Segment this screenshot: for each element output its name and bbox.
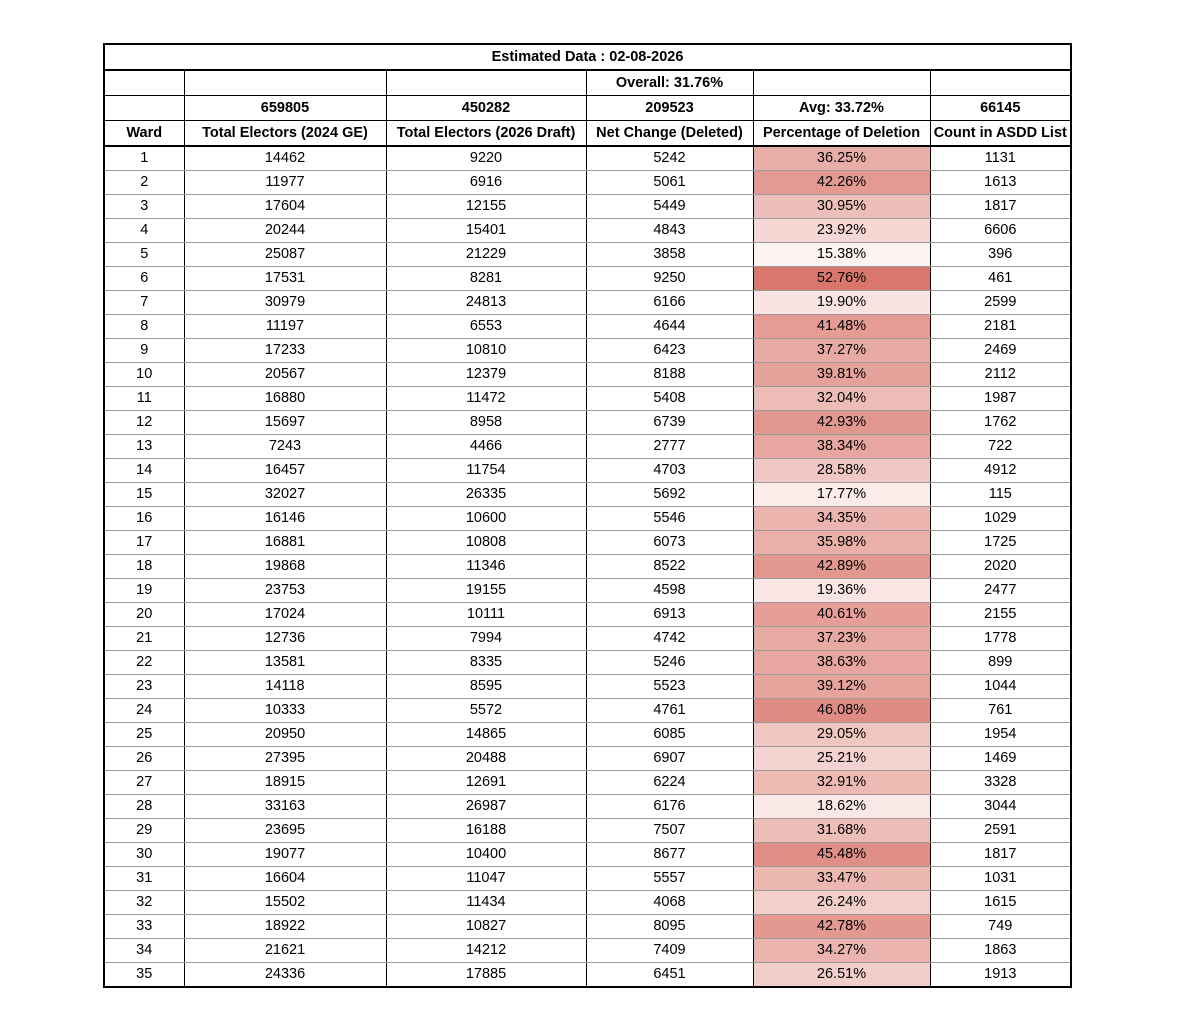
deleted-cell: 6073 [586,531,753,555]
asdd-cell: 2181 [930,315,1071,339]
draft2026-cell: 7994 [386,627,586,651]
ward-cell: 35 [104,963,184,988]
ge2024-cell: 16604 [184,867,386,891]
overall-percentage: Overall: 31.76% [586,70,753,96]
table-row [104,435,1071,459]
percentage-cell: 34.27% [753,939,930,963]
ward-cell: 24 [104,699,184,723]
ward-cell: 27 [104,771,184,795]
asdd-cell: 2477 [930,579,1071,603]
deleted-cell: 6423 [586,339,753,363]
table-row [104,291,1071,315]
asdd-cell: 461 [930,267,1071,291]
header-ge2024: Total Electors (2024 GE) [184,121,386,147]
deleted-cell: 4703 [586,459,753,483]
blank-cell [104,96,184,121]
ward-cell: 11 [104,387,184,411]
asdd-cell: 722 [930,435,1071,459]
ward-cell: 30 [104,843,184,867]
asdd-cell: 115 [930,483,1071,507]
header-draft2026: Total Electors (2026 Draft) [386,121,586,147]
blank-cell [930,70,1071,96]
ge2024-cell: 14462 [184,146,386,171]
table-row [104,243,1071,267]
ge2024-cell: 16146 [184,507,386,531]
table-row [104,891,1071,915]
draft2026-cell: 8335 [386,651,586,675]
ge2024-cell: 13581 [184,651,386,675]
deleted-cell: 6913 [586,603,753,627]
draft2026-cell: 11346 [386,555,586,579]
asdd-cell: 1987 [930,387,1071,411]
ge2024-cell: 25087 [184,243,386,267]
draft2026-cell: 6916 [386,171,586,195]
asdd-cell: 1031 [930,867,1071,891]
ward-cell: 22 [104,651,184,675]
percentage-cell: 26.24% [753,891,930,915]
ge2024-cell: 10333 [184,699,386,723]
percentage-cell: 42.89% [753,555,930,579]
percentage-cell: 39.81% [753,363,930,387]
ward-cell: 32 [104,891,184,915]
draft2026-cell: 24813 [386,291,586,315]
ge2024-cell: 14118 [184,675,386,699]
ge2024-cell: 16881 [184,531,386,555]
ward-cell: 10 [104,363,184,387]
percentage-cell: 38.63% [753,651,930,675]
ward-cell: 33 [104,915,184,939]
table-row [104,603,1071,627]
deleted-cell: 8095 [586,915,753,939]
table-row [104,459,1071,483]
asdd-cell: 1029 [930,507,1071,531]
ward-cell: 3 [104,195,184,219]
asdd-cell: 1615 [930,891,1071,915]
ward-cell: 8 [104,315,184,339]
table-row [104,339,1071,363]
spreadsheet-sheet [103,43,1070,988]
total-deleted: 209523 [586,96,753,121]
ge2024-cell: 17531 [184,267,386,291]
ge2024-cell: 24336 [184,963,386,988]
percentage-cell: 52.76% [753,267,930,291]
ward-cell: 28 [104,795,184,819]
draft2026-cell: 12691 [386,771,586,795]
ward-cell: 14 [104,459,184,483]
deleted-cell: 7507 [586,819,753,843]
table-row [104,699,1071,723]
table-title: Estimated Data : 02-08-2026 [104,44,1071,70]
deleted-cell: 4644 [586,315,753,339]
table-row [104,867,1071,891]
percentage-cell: 29.05% [753,723,930,747]
ward-cell: 21 [104,627,184,651]
deleted-cell: 5408 [586,387,753,411]
asdd-cell: 1913 [930,963,1071,988]
ge2024-cell: 17233 [184,339,386,363]
table-row [104,267,1071,291]
percentage-cell: 28.58% [753,459,930,483]
percentage-cell: 37.23% [753,627,930,651]
draft2026-cell: 5572 [386,699,586,723]
ward-deletion-table [103,43,1072,988]
asdd-cell: 1778 [930,627,1071,651]
table-row [104,651,1071,675]
ge2024-cell: 19077 [184,843,386,867]
table-row [104,219,1071,243]
percentage-cell: 34.35% [753,507,930,531]
draft2026-cell: 4466 [386,435,586,459]
deleted-cell: 6085 [586,723,753,747]
table-row [104,531,1071,555]
deleted-cell: 5557 [586,867,753,891]
ward-cell: 5 [104,243,184,267]
draft2026-cell: 14865 [386,723,586,747]
draft2026-cell: 8281 [386,267,586,291]
draft2026-cell: 9220 [386,146,586,171]
asdd-cell: 899 [930,651,1071,675]
table-row [104,747,1071,771]
draft2026-cell: 11472 [386,387,586,411]
ward-cell: 16 [104,507,184,531]
ge2024-cell: 11977 [184,171,386,195]
deleted-cell: 3858 [586,243,753,267]
percentage-cell: 23.92% [753,219,930,243]
draft2026-cell: 26987 [386,795,586,819]
table-row [104,819,1071,843]
deleted-cell: 5692 [586,483,753,507]
draft2026-cell: 10810 [386,339,586,363]
draft2026-cell: 10808 [386,531,586,555]
average-percentage: Avg: 33.72% [753,96,930,121]
draft2026-cell: 8595 [386,675,586,699]
ge2024-cell: 23695 [184,819,386,843]
deleted-cell: 5242 [586,146,753,171]
asdd-cell: 1044 [930,675,1071,699]
percentage-cell: 18.62% [753,795,930,819]
table-row [104,171,1071,195]
ge2024-cell: 15502 [184,891,386,915]
table-row [104,627,1071,651]
ge2024-cell: 16457 [184,459,386,483]
ge2024-cell: 12736 [184,627,386,651]
ward-cell: 4 [104,219,184,243]
ge2024-cell: 18922 [184,915,386,939]
asdd-cell: 749 [930,915,1071,939]
deleted-cell: 9250 [586,267,753,291]
draft2026-cell: 10827 [386,915,586,939]
ward-cell: 7 [104,291,184,315]
table-row [104,363,1071,387]
asdd-cell: 1725 [930,531,1071,555]
ward-cell: 12 [104,411,184,435]
ward-cell: 6 [104,267,184,291]
draft2026-cell: 11434 [386,891,586,915]
header-percentage: Percentage of Deletion [753,121,930,147]
ge2024-cell: 32027 [184,483,386,507]
asdd-cell: 3328 [930,771,1071,795]
asdd-cell: 2599 [930,291,1071,315]
draft2026-cell: 20488 [386,747,586,771]
asdd-cell: 2591 [930,819,1071,843]
ge2024-cell: 27395 [184,747,386,771]
header-deleted: Net Change (Deleted) [586,121,753,147]
draft2026-cell: 16188 [386,819,586,843]
deleted-cell: 6166 [586,291,753,315]
percentage-cell: 17.77% [753,483,930,507]
asdd-cell: 1954 [930,723,1071,747]
table-row [104,675,1071,699]
draft2026-cell: 8958 [386,411,586,435]
table-row [104,146,1071,171]
table-row [104,315,1071,339]
table-row [104,483,1071,507]
blank-cell [753,70,930,96]
draft2026-cell: 10600 [386,507,586,531]
table-row [104,723,1071,747]
blank-cell [104,70,184,96]
percentage-cell: 25.21% [753,747,930,771]
asdd-cell: 1863 [930,939,1071,963]
asdd-cell: 4912 [930,459,1071,483]
table-row [104,843,1071,867]
draft2026-cell: 12379 [386,363,586,387]
percentage-cell: 42.93% [753,411,930,435]
table-row [104,939,1071,963]
table-row [104,411,1071,435]
ward-cell: 9 [104,339,184,363]
deleted-cell: 6224 [586,771,753,795]
ge2024-cell: 20244 [184,219,386,243]
ge2024-cell: 16880 [184,387,386,411]
draft2026-cell: 19155 [386,579,586,603]
ward-cell: 1 [104,146,184,171]
deleted-cell: 8677 [586,843,753,867]
asdd-cell: 2469 [930,339,1071,363]
percentage-cell: 38.34% [753,435,930,459]
asdd-cell: 1469 [930,747,1071,771]
ward-cell: 25 [104,723,184,747]
percentage-cell: 46.08% [753,699,930,723]
draft2026-cell: 10400 [386,843,586,867]
ge2024-cell: 30979 [184,291,386,315]
asdd-cell: 1613 [930,171,1071,195]
ge2024-cell: 15697 [184,411,386,435]
ge2024-cell: 20567 [184,363,386,387]
percentage-cell: 19.90% [753,291,930,315]
table-row [104,555,1071,579]
ward-cell: 15 [104,483,184,507]
ward-cell: 19 [104,579,184,603]
percentage-cell: 45.48% [753,843,930,867]
ward-cell: 17 [104,531,184,555]
ge2024-cell: 23753 [184,579,386,603]
percentage-cell: 41.48% [753,315,930,339]
percentage-cell: 30.95% [753,195,930,219]
ge2024-cell: 7243 [184,435,386,459]
deleted-cell: 5523 [586,675,753,699]
ward-cell: 26 [104,747,184,771]
deleted-cell: 4742 [586,627,753,651]
table-row [104,387,1071,411]
percentage-cell: 42.78% [753,915,930,939]
percentage-cell: 19.36% [753,579,930,603]
asdd-cell: 6606 [930,219,1071,243]
draft2026-cell: 10111 [386,603,586,627]
asdd-cell: 761 [930,699,1071,723]
draft2026-cell: 12155 [386,195,586,219]
draft2026-cell: 11754 [386,459,586,483]
deleted-cell: 8188 [586,363,753,387]
ge2024-cell: 19868 [184,555,386,579]
header-asdd: Count in ASDD List [930,121,1071,147]
total-asdd: 66145 [930,96,1071,121]
asdd-cell: 396 [930,243,1071,267]
table-row [104,195,1071,219]
percentage-cell: 36.25% [753,146,930,171]
deleted-cell: 6176 [586,795,753,819]
deleted-cell: 6907 [586,747,753,771]
ge2024-cell: 33163 [184,795,386,819]
ge2024-cell: 17604 [184,195,386,219]
table-row [104,771,1071,795]
deleted-cell: 2777 [586,435,753,459]
table-row [104,579,1071,603]
total-draft2026: 450282 [386,96,586,121]
ge2024-cell: 20950 [184,723,386,747]
deleted-cell: 5449 [586,195,753,219]
asdd-cell: 3044 [930,795,1071,819]
deleted-cell: 4843 [586,219,753,243]
percentage-cell: 32.91% [753,771,930,795]
ward-cell: 20 [104,603,184,627]
ge2024-cell: 17024 [184,603,386,627]
asdd-cell: 2112 [930,363,1071,387]
asdd-cell: 1762 [930,411,1071,435]
draft2026-cell: 21229 [386,243,586,267]
table-row [104,915,1071,939]
deleted-cell: 5546 [586,507,753,531]
deleted-cell: 6451 [586,963,753,988]
blank-cell [184,70,386,96]
asdd-cell: 1817 [930,195,1071,219]
ward-cell: 23 [104,675,184,699]
percentage-cell: 31.68% [753,819,930,843]
asdd-cell: 1817 [930,843,1071,867]
asdd-cell: 2020 [930,555,1071,579]
draft2026-cell: 26335 [386,483,586,507]
percentage-cell: 32.04% [753,387,930,411]
draft2026-cell: 6553 [386,315,586,339]
percentage-cell: 15.38% [753,243,930,267]
ward-cell: 2 [104,171,184,195]
table-row [104,795,1071,819]
deleted-cell: 8522 [586,555,753,579]
deleted-cell: 5061 [586,171,753,195]
ward-cell: 18 [104,555,184,579]
percentage-cell: 35.98% [753,531,930,555]
deleted-cell: 5246 [586,651,753,675]
ward-cell: 13 [104,435,184,459]
deleted-cell: 4761 [586,699,753,723]
deleted-cell: 6739 [586,411,753,435]
draft2026-cell: 11047 [386,867,586,891]
asdd-cell: 1131 [930,146,1071,171]
draft2026-cell: 17885 [386,963,586,988]
deleted-cell: 4068 [586,891,753,915]
total-ge2024: 659805 [184,96,386,121]
percentage-cell: 42.26% [753,171,930,195]
ward-cell: 31 [104,867,184,891]
ge2024-cell: 18915 [184,771,386,795]
percentage-cell: 39.12% [753,675,930,699]
asdd-cell: 2155 [930,603,1071,627]
percentage-cell: 37.27% [753,339,930,363]
header-ward: Ward [104,121,184,147]
percentage-cell: 40.61% [753,603,930,627]
percentage-cell: 33.47% [753,867,930,891]
ge2024-cell: 11197 [184,315,386,339]
percentage-cell: 26.51% [753,963,930,988]
deleted-cell: 7409 [586,939,753,963]
table-row [104,507,1071,531]
ward-cell: 29 [104,819,184,843]
ge2024-cell: 21621 [184,939,386,963]
deleted-cell: 4598 [586,579,753,603]
draft2026-cell: 14212 [386,939,586,963]
draft2026-cell: 15401 [386,219,586,243]
ward-cell: 34 [104,939,184,963]
blank-cell [386,70,586,96]
table-row [104,963,1071,988]
